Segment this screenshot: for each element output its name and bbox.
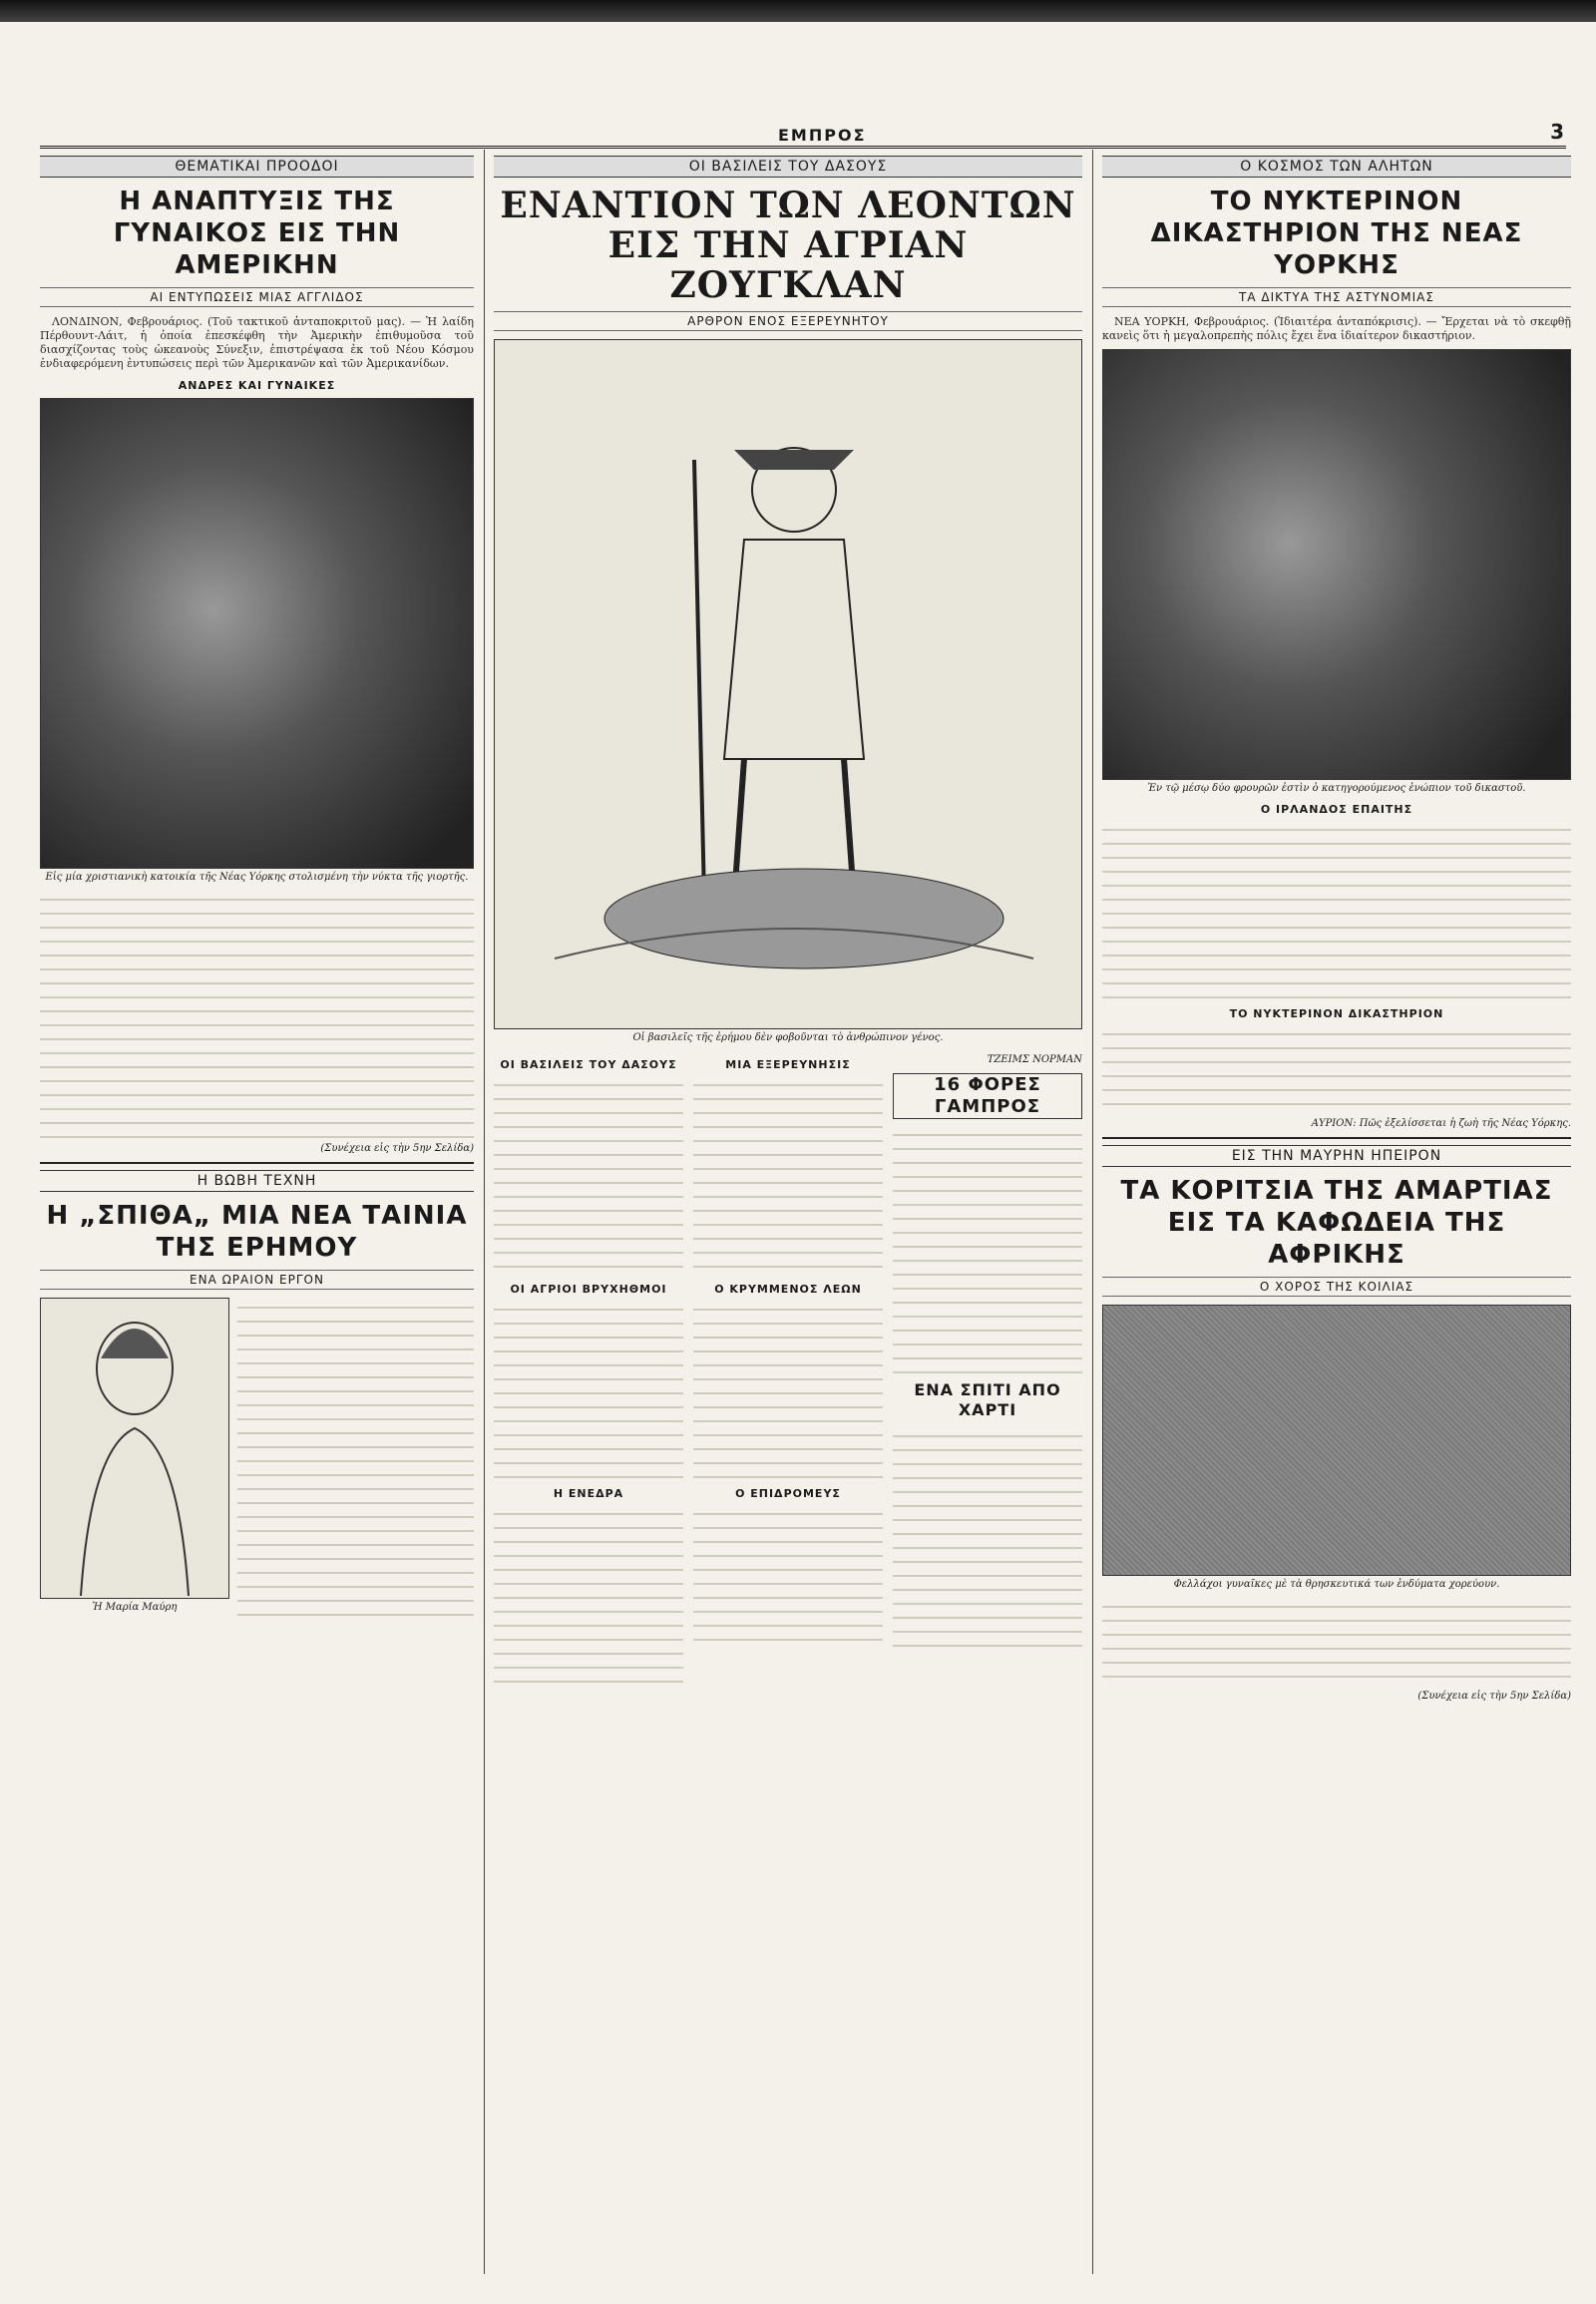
author-signature: ΤΖΕΙΜΣ ΝΟΡΜΑΝ xyxy=(987,1054,1082,1065)
section-title: Η ΕΝΕΔΡΑ xyxy=(553,1487,624,1500)
article-lead: ΝΕΑ ΥΟΡΚΗ, Φεβρουάριος. (Ἰδιαιτέρα ἀνταπόκρισις). — Ἔρχεται νὰ τὸ σκεφθῇ κανεὶς ὅτι ἡ μεγαλοπρεπὴς πόλις ἔχει ἕνα ἰδιαίτερον δικαστήριον. xyxy=(1102,315,1571,342)
continuation-note: (Συνέχεια εἰς τὴν 5ην Σελίδα) xyxy=(1417,1691,1571,1702)
article-headline: Η ΑΝΑΠΤΥΞΙΣ ΤΗΣ ΓΥΝΑΙΚΟΣ ΕΙΣ ΤΗΝ ΑΜΕΡΙΚΗΝ xyxy=(113,187,401,280)
section-title: ΟΙ ΒΑΣΙΛΕΙΣ ΤΟΥ ΔΑΣΟΥΣ xyxy=(500,1058,677,1071)
newspaper-title: ΕΜΠΡΟΣ xyxy=(778,126,867,145)
section-text xyxy=(1102,1024,1571,1114)
article-body-text xyxy=(40,890,474,1139)
film-headline: Η „ΣΠΙΘΑ„ ΜΙΑ ΝΕΑ ΤΑΙΝΙΑ ΤΗΣ ΕΡΗΜΟΥ xyxy=(46,1201,468,1263)
article-kicker: ΟΙ ΒΑΣΙΛΕΙΣ ΤΟΥ ΔΑΣΟΥΣ xyxy=(494,156,1082,178)
hunter-with-lion-sketch xyxy=(495,340,1081,1026)
article-body xyxy=(40,315,474,371)
article-kicker: ΕΙΣ ΤΗΝ ΜΑΥΡΗΝ ΗΠΕΙΡΟΝ xyxy=(1102,1145,1571,1167)
section-text xyxy=(693,1504,883,1644)
section-text xyxy=(494,1504,683,1684)
photo-dancers xyxy=(1102,1305,1571,1576)
article-kicker: Ο ΚΟΣΜΟΣ ΤΩΝ ΑΛΗΤΩΝ xyxy=(1102,156,1571,178)
box-text xyxy=(893,1426,1082,1656)
section-title: Ο ΚΡΥΜΜΕΝΟΣ ΛΕΩΝ xyxy=(714,1283,862,1296)
article-kicker: Η ΒΩΒΗ ΤΕΧΝΗ xyxy=(40,1170,474,1192)
section-title: Ο ΙΡΛΑΝΔΟΣ ΕΠΑΙΤΗΣ xyxy=(1260,803,1413,816)
section-divider xyxy=(40,1162,474,1164)
column-rule xyxy=(1092,150,1093,2274)
section-text xyxy=(693,1300,883,1479)
article-body-text xyxy=(1102,1597,1571,1687)
article-lions xyxy=(494,156,1082,2284)
film-subhead: ΕΝΑ ΩΡΑΙΟΝ ΕΡΓΟΝ xyxy=(40,1270,474,1290)
photo-night-court xyxy=(1102,349,1571,780)
actress-sketch xyxy=(41,1299,228,1596)
section-divider xyxy=(1102,1137,1571,1139)
film-article-text xyxy=(237,1298,474,1627)
photo-new-york-interior xyxy=(40,398,474,869)
section-title: ΑΝΔΡΕΣ ΚΑΙ ΓΥΝΑΙΚΕΣ xyxy=(178,379,336,392)
section-text xyxy=(494,1300,683,1479)
section-title: ΜΙΑ ΕΞΕΡΕΥΝΗΣΙΣ xyxy=(725,1058,851,1071)
article-subhead: ΑΙ ΕΝΤΥΠΩΣΕΙΣ ΜΙΑΣ ΑΓΓΛΙΔΟΣ xyxy=(40,287,474,307)
continuation-note: (Συνέχεια εἰς τὴν 5ην Σελίδα) xyxy=(320,1143,474,1154)
article-night-court xyxy=(1102,156,1571,2284)
box-headline: ΕΝΑ ΣΠΙΤΙ ΑΠΟ ΧΑΡΤΙ xyxy=(914,1380,1061,1419)
masthead xyxy=(40,120,1566,149)
photo-caption: Ἐν τῷ μέσῳ δύο φρουρῶν ἐστὶν ὁ κατηγορούμενος ἐνώπιον τοῦ δικαστοῦ. xyxy=(1147,783,1526,794)
photo-caption: Φελλάχοι γυναῖκες μὲ τὰ θρησκευτικά των ἐνδύματα χορεύουν. xyxy=(1173,1579,1500,1590)
illustration-caption: Οἱ βασιλεῖς τῆς ἐρήμου δὲν φοβοῦνται τὸ ἀνθρώπινον γένος. xyxy=(632,1032,944,1043)
photo-caption: Εἰς μία χριστιανικὴ κατοικία τῆς Νέας Υόρκης στολισμένη τὴν νύκτα τῆς γιορτῆς. xyxy=(45,872,469,883)
section-title: ΟΙ ΑΓΡΙΟΙ ΒΡΥΧΗΘΜΟΙ xyxy=(510,1283,667,1296)
article-kicker: ΘΕΜΑΤΙΚΑΙ ΠΡΟΟΔΟΙ xyxy=(40,156,474,178)
illustration-caption: Ἡ Μαρία Μαύρη xyxy=(92,1602,178,1613)
column-rule xyxy=(484,150,485,2274)
box-text xyxy=(893,1125,1082,1374)
section-title: Ο ΕΠΙΔΡΟΜΕΥΣ xyxy=(735,1487,841,1500)
section-text xyxy=(693,1075,883,1275)
article-lead: ΛΟΝΔΙΝΟΝ, Φεβρουάριος. (Τοῦ τακτικοῦ ἀνταποκριτοῦ μας). — Ἡ λαίδη Πέρθουντ-Λάιτ, ἡ ὁποία ἐπεσκέφθη τὴν Ἀμερικὴν ἐπιθυμοῦσα τοῦ διασχίζοντας τοὺς ὠκεανοὺς Σύνεξιν, ἐπιστρέψασα ἐκ τοῦ Νέου Κόσμου ἐνδιαφερόμενη ἐντυπώσεις περὶ τῶν Ἀμερικανῶν καὶ τῶν Ἀμερικανίδων. xyxy=(40,315,474,370)
scan-border xyxy=(0,0,1596,22)
illustration-actress xyxy=(40,1298,229,1599)
africa-headline: ΤΑ ΚΟΡΙΤΣΙΑ ΤΗΣ ΑΜΑΡΤΙΑΣ ΕΙΣ ΤΑ ΚΑΦΩΔΕΙΑ ΤΗΣ ΑΦΡΙΚΗΣ xyxy=(1120,1176,1553,1270)
tomorrow-note: ΑΥΡΙΟΝ: Πῶς ἐξελίσσεται ἡ ζωὴ τῆς Νέας Υόρκης. xyxy=(1311,1118,1571,1129)
africa-subhead: Ο ΧΟΡΟΣ ΤΗΣ ΚΟΙΛΙΑΣ xyxy=(1102,1277,1571,1297)
section-text xyxy=(494,1075,683,1275)
article-subhead: ΑΡΘΡΟΝ ΕΝΟΣ ΕΞΕΡΕΥΝΗΤΟΥ xyxy=(494,311,1082,331)
article-body xyxy=(1102,315,1571,343)
article-headline: ΤΟ ΝΥΚΤΕΡΙΝΟΝ ΔΙΚΑΣΤΗΡΙΟΝ ΤΗΣ ΝΕΑΣ ΥΟΡΚΗΣ xyxy=(1150,187,1523,280)
article-subhead: ΤΑ ΔΙΚΤΥΑ ΤΗΣ ΑΣΤΥΝΟΜΙΑΣ xyxy=(1102,287,1571,307)
box-headline: 16 ΦΟΡΕΣ ΓΑΜΠΡΟΣ xyxy=(893,1073,1082,1119)
article-women-america xyxy=(40,156,474,2284)
page-number: 3 xyxy=(1550,120,1566,144)
article-headline: ΕΝΑΝΤΙΟΝ ΤΩΝ ΛΕΟΝΤΩΝ ΕΙΣ ΤΗΝ ΑΓΡΙΑΝ ΖΟΥΓΚΛΑΝ xyxy=(500,185,1076,306)
section-title: ΤΟ ΝΥΚΤΕΡΙΝΟΝ ΔΙΚΑΣΤΗΡΙΟΝ xyxy=(1229,1007,1444,1020)
illustration-hunter-lion xyxy=(494,339,1082,1029)
section-text xyxy=(1102,820,1571,999)
